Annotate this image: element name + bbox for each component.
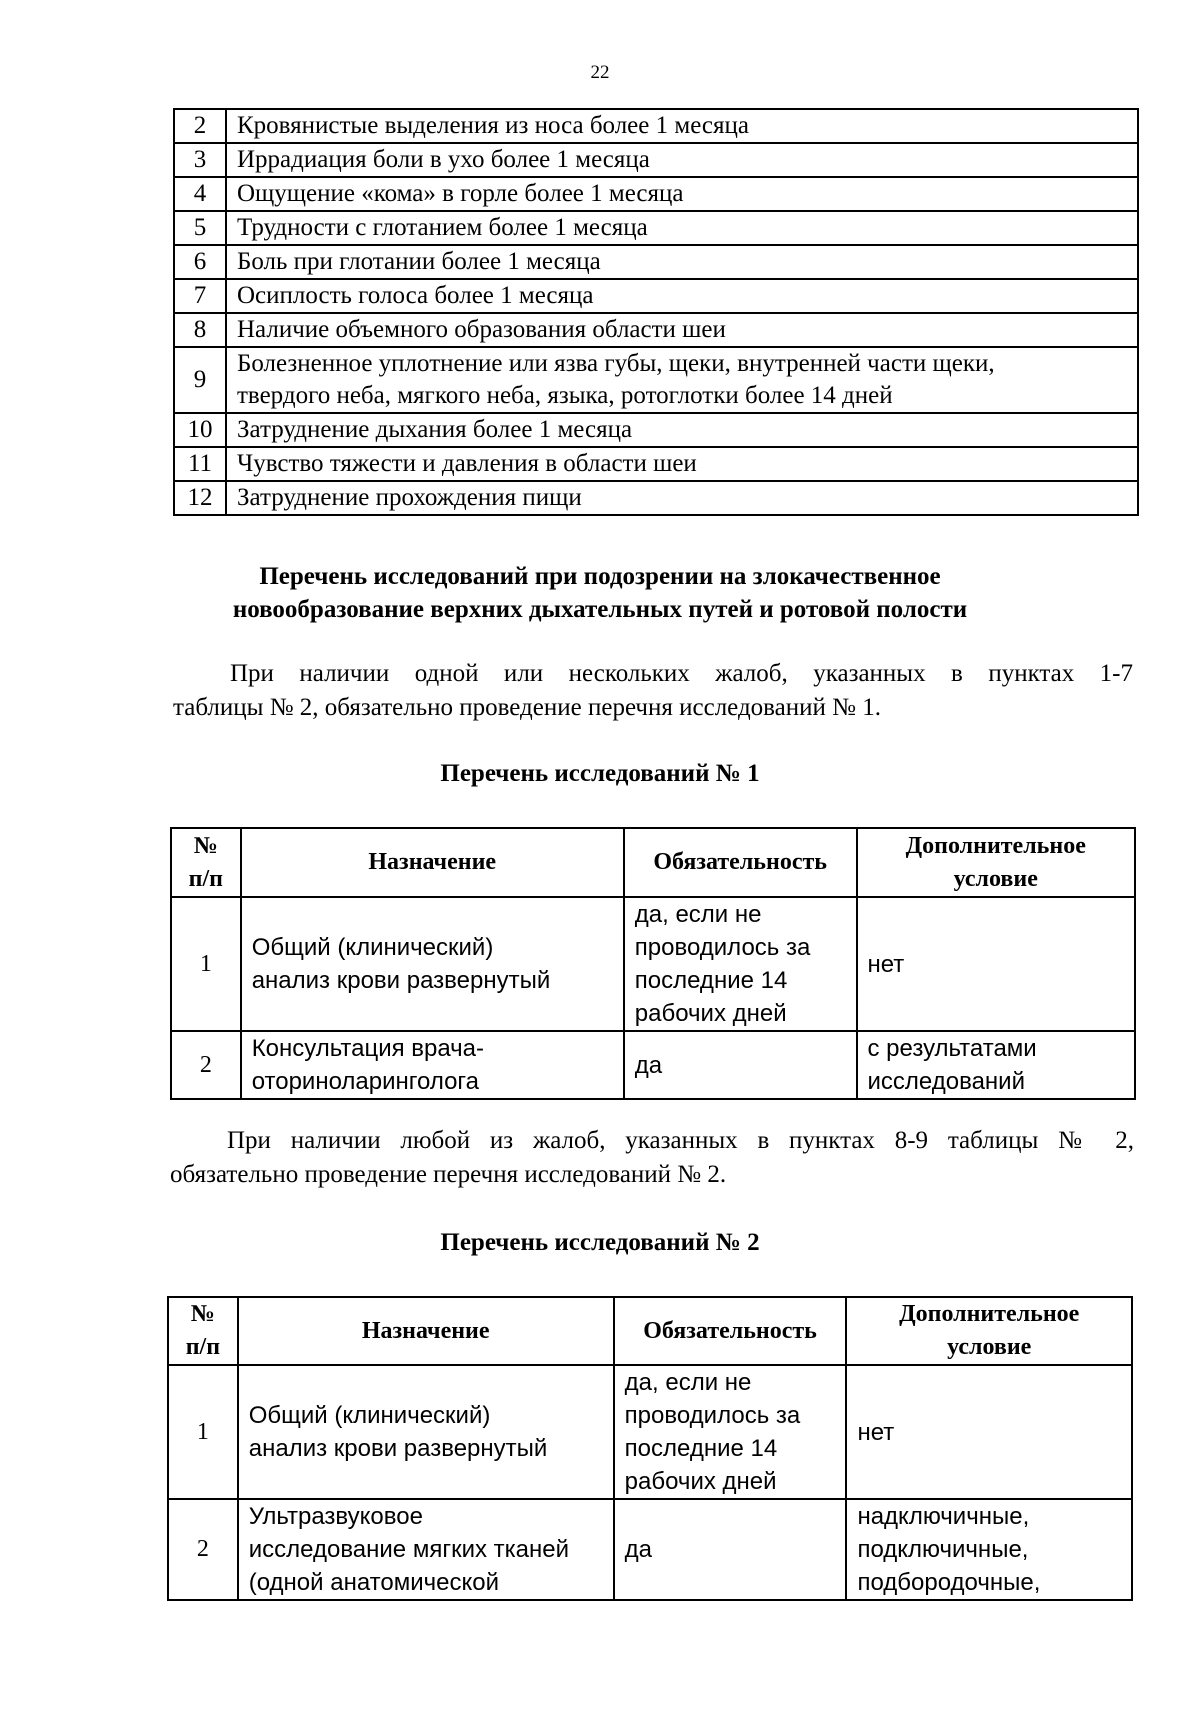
table-row: [171, 1031, 1135, 1099]
complaint-text: Затруднение прохождения пищи: [226, 481, 1138, 515]
mandatory-line: да: [624, 1536, 653, 1563]
row-number: 4: [174, 177, 226, 211]
purpose-line: анализ крови развернутый: [248, 1435, 548, 1462]
complaint-text: Осиплость голоса более 1 месяца: [226, 279, 1138, 313]
header-extra: [857, 828, 1136, 897]
row-number: 1: [168, 1365, 238, 1499]
mandatory-line: рабочих дней: [624, 1468, 777, 1495]
purpose-line: Общий (клинический): [248, 1402, 491, 1429]
complaint-text: Боль при глотании более 1 месяца: [226, 245, 1138, 279]
row-number: 8: [174, 313, 226, 347]
extra-line: исследований: [867, 1068, 1025, 1095]
table-row: [174, 109, 1138, 143]
table-row: [174, 313, 1138, 347]
table-row: [174, 279, 1138, 313]
paragraph-line: При наличии любой из жалоб, указанных в пунктах 8-9 таблицы № 2,: [227, 1127, 1134, 1154]
list1-title: Перечень исследований № 1: [440, 760, 760, 787]
table-row: [168, 1499, 1132, 1600]
complaint-text: Иррадиация боли в ухо более 1 месяца: [226, 143, 1138, 177]
header-extra-line: условие: [953, 865, 1038, 892]
mandatory-line: да, если не: [624, 1369, 752, 1396]
table-row: [174, 481, 1138, 515]
row-number: 2: [171, 1031, 241, 1099]
purpose-line: Ультразвуковое: [248, 1503, 423, 1530]
extra-line: нет: [867, 950, 905, 978]
extra-line: подбородочные,: [857, 1569, 1041, 1596]
purpose-line: исследование мягких тканей: [248, 1536, 570, 1563]
row-extra: [846, 1499, 1132, 1600]
complaint-text-line: Болезненное уплотнение или язва губы, щеки, внутренней части щеки,: [237, 350, 995, 377]
header-extra-line: условие: [947, 1334, 1032, 1360]
row-extra: [857, 897, 1136, 1031]
header-purpose: Назначение: [238, 1297, 614, 1365]
purpose-line: оториноларинголога: [251, 1068, 480, 1095]
row-mandatory: [614, 1499, 847, 1600]
header-num-line: п/п: [188, 865, 223, 892]
row-purpose: [241, 1031, 624, 1099]
complaint-text: Наличие объемного образования области шеи: [226, 313, 1138, 347]
header-extra-line: Дополнительное: [905, 832, 1086, 859]
row-number: 10: [174, 413, 226, 447]
table-row: [168, 1365, 1132, 1499]
row-purpose: [238, 1499, 614, 1600]
row-number: 2: [174, 109, 226, 143]
header-purpose: Назначение: [241, 828, 624, 897]
extra-line: нет: [857, 1418, 895, 1446]
purpose-line: Консультация врача-: [251, 1035, 485, 1062]
complaint-text: Затруднение дыхания более 1 месяца: [226, 413, 1138, 447]
complaint-text: Ощущение «кома» в горле более 1 месяца: [226, 177, 1138, 211]
complaint-text: Чувство тяжести и давления в области шеи: [226, 447, 1138, 481]
header-mandatory: Обязательность: [614, 1297, 847, 1365]
purpose-line: Общий (клинический): [251, 934, 494, 961]
row-number: 9: [174, 347, 226, 413]
page-number: 22: [590, 62, 610, 83]
purpose-line: анализ крови развернутый: [251, 967, 551, 994]
table-row: [174, 347, 1138, 413]
table-row: [174, 177, 1138, 211]
section-title: [0, 560, 1200, 626]
mandatory-line: проводилось за: [624, 1402, 801, 1429]
complaint-text: Трудности с глотанием более 1 месяца: [226, 211, 1138, 245]
header-mandatory: Обязательность: [624, 828, 857, 897]
table-row: [171, 897, 1135, 1031]
table-row: [174, 413, 1138, 447]
table-header-row: [171, 828, 1135, 897]
section-title-line: Перечень исследований при подозрении на злокачественное: [259, 563, 941, 590]
complaint-text-line: твердого неба, мягкого неба, языка, ротоглотки более 14 дней: [237, 382, 893, 409]
paragraph-2: [170, 1124, 1134, 1192]
row-extra: [846, 1365, 1132, 1499]
table-row: [174, 143, 1138, 177]
table-row: [174, 245, 1138, 279]
complaint-text: Кровянистые выделения из носа более 1 месяца: [226, 109, 1138, 143]
table-row: [174, 211, 1138, 245]
list2-title: Перечень исследований № 2: [440, 1229, 760, 1256]
paragraph-line: таблицы № 2, обязательно проведение перечня исследований № 1.: [173, 694, 881, 721]
row-number: 5: [174, 211, 226, 245]
mandatory-line: рабочих дней: [634, 1000, 787, 1027]
paragraph-1: [173, 657, 1133, 725]
header-num-line: №: [190, 1301, 215, 1327]
row-number: 6: [174, 245, 226, 279]
row-number: 12: [174, 481, 226, 515]
purpose-line: (одной анатомической: [248, 1569, 499, 1596]
extra-line: надключичные,: [857, 1503, 1030, 1530]
mandatory-line: последние 14: [624, 1435, 778, 1462]
row-purpose: [241, 897, 624, 1031]
complaints-table: [173, 108, 1139, 516]
row-purpose: [238, 1365, 614, 1499]
row-number: 11: [174, 447, 226, 481]
section-title-line: новообразование верхних дыхательных путей и ротовой полости: [232, 596, 968, 623]
extra-line: подключичные,: [857, 1536, 1029, 1563]
extra-line: с результатами: [867, 1035, 1037, 1062]
row-number: 3: [174, 143, 226, 177]
header-num: [171, 828, 241, 897]
paragraph-line: обязательно проведение перечня исследований № 2.: [170, 1161, 727, 1188]
header-extra: [846, 1297, 1132, 1365]
table-header-row: [168, 1297, 1132, 1365]
header-num-line: №: [193, 832, 218, 859]
mandatory-line: да, если не: [634, 901, 762, 928]
row-mandatory: [624, 1031, 857, 1099]
investigations-table-2: [167, 1296, 1133, 1601]
header-extra-line: Дополнительное: [899, 1301, 1080, 1327]
paragraph-line: При наличии одной или нескольких жалоб, указанных в пунктах 1-7: [230, 660, 1133, 687]
row-number: 1: [171, 897, 241, 1031]
complaint-text: [226, 347, 1138, 413]
investigations-table-1: [170, 827, 1136, 1100]
mandatory-line: проводилось за: [634, 934, 811, 961]
mandatory-line: да: [634, 1051, 663, 1079]
header-num: [168, 1297, 238, 1365]
mandatory-line: последние 14: [634, 967, 788, 994]
table-row: [174, 447, 1138, 481]
row-number: 7: [174, 279, 226, 313]
row-number: 2: [168, 1499, 238, 1600]
header-num-line: п/п: [185, 1334, 221, 1360]
row-extra: [857, 1031, 1136, 1099]
row-mandatory: [624, 897, 857, 1031]
row-mandatory: [614, 1365, 847, 1499]
